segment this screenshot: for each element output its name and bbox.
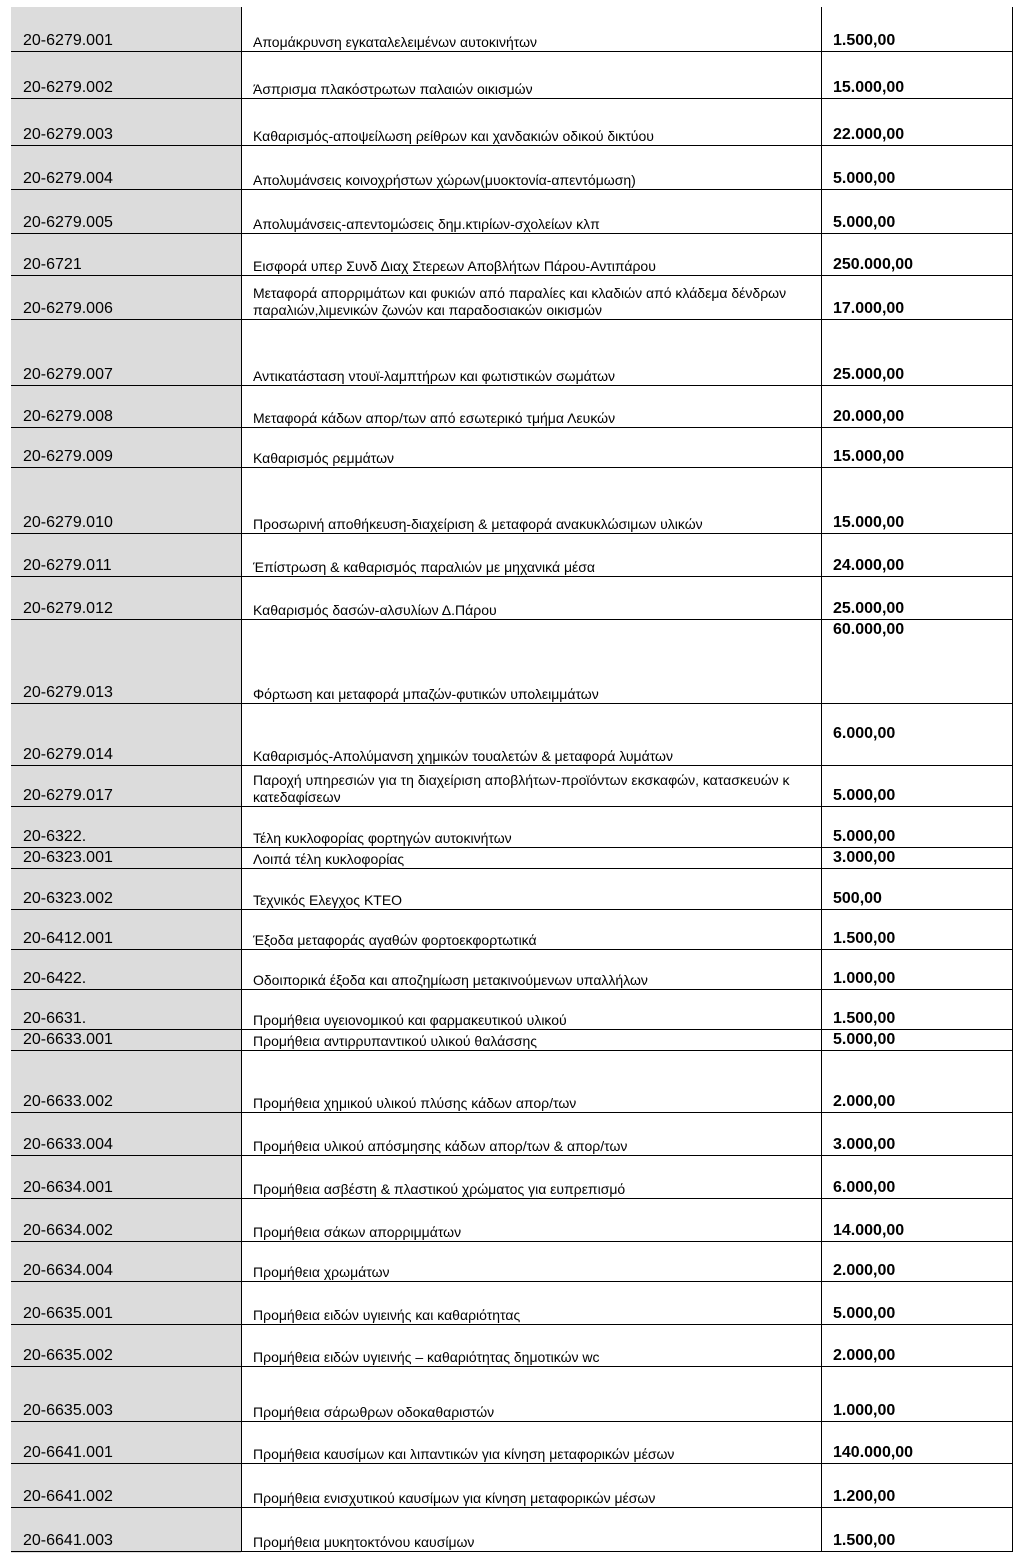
account-code: 20-6279.011 bbox=[23, 557, 112, 574]
table-row bbox=[11, 1199, 1013, 1242]
account-amount: 3.000,00 bbox=[822, 848, 1013, 868]
account-code: 20-6323.001 bbox=[23, 849, 113, 866]
account-description: Καθαρισμός ρεμμάτων bbox=[241, 428, 822, 467]
account-code: 20-6641.003 bbox=[23, 1532, 113, 1549]
account-description: Έπίστρωση & καθαρισμός παραλιών με μηχανικά μέσα bbox=[241, 534, 822, 576]
account-description: Προμήθεια χημικού υλικού πλύσης κάδων απορ/των bbox=[241, 1051, 822, 1112]
table-row bbox=[11, 1282, 1013, 1325]
account-amount: 2.000,00 bbox=[822, 1051, 1013, 1112]
account-description: Εισφορά υπερ Συνδ Διαχ Στερεων Αποβλήτων Πάρου-Αντιπάρου bbox=[241, 234, 822, 275]
account-description: Τεχνικός Ελεγχος ΚΤΕΟ bbox=[241, 869, 822, 909]
account-description: Προμήθεια υλικού απόσμησης κάδων απορ/των & απορ/των bbox=[241, 1113, 822, 1155]
account-description: Προμήθεια ειδών υγιεινής και καθαριότητας bbox=[241, 1282, 822, 1324]
account-description: Παροχή υπηρεσιών για τη διαχείριση αποβλήτων-προϊόντων εκσκαφών, κατασκευών κ κατεδαφίσεων bbox=[241, 766, 822, 806]
account-code: 20-6412.001 bbox=[23, 930, 113, 947]
account-code: 20-6279.001 bbox=[23, 32, 113, 49]
table-row bbox=[11, 52, 1013, 99]
account-amount: 15.000,00 bbox=[822, 52, 1013, 98]
account-description: Καθαρισμός-Απολύμανση χημικών τουαλετών & μεταφορά λυμάτων bbox=[241, 704, 822, 765]
table-row bbox=[11, 1113, 1013, 1156]
table-row bbox=[11, 1325, 1013, 1367]
table-row bbox=[11, 910, 1013, 950]
table-row bbox=[11, 428, 1013, 468]
account-code: 20-6634.002 bbox=[23, 1222, 113, 1239]
table-row bbox=[11, 1156, 1013, 1199]
account-description: Απολυμάνσεις κοινοχρήστων χώρων(μυοκτονία-απεντόμωση) bbox=[241, 146, 822, 189]
account-amount: 1.000,00 bbox=[822, 950, 1013, 989]
account-description: Προμήθεια μυκητοκτόνου καυσίμων bbox=[241, 1508, 822, 1551]
account-code: 20-6279.013 bbox=[23, 684, 113, 701]
table-row bbox=[11, 990, 1013, 1030]
table-row bbox=[11, 704, 1013, 766]
account-description: Προσωρινή αποθήκευση-διαχείριση & μεταφορά ανακυκλώσιμων υλικών bbox=[241, 468, 822, 533]
table-row bbox=[11, 1030, 1013, 1051]
table-row bbox=[11, 320, 1013, 386]
account-description: Προμήθεια καυσίμων και λιπαντικών για κίνηση μεταφορικών μέσων bbox=[241, 1422, 822, 1463]
account-code: 20-6634.001 bbox=[23, 1179, 113, 1196]
account-code: 20-6279.006 bbox=[23, 300, 113, 317]
account-amount: 3.000,00 bbox=[822, 1113, 1013, 1155]
account-code: 20-6633.004 bbox=[23, 1136, 113, 1153]
account-description: Προμήθεια ενισχυτικού καυσίμων για κίνηση μεταφορικών μέσων bbox=[241, 1464, 822, 1507]
account-amount: 5.000,00 bbox=[822, 1030, 1013, 1050]
table-row bbox=[11, 1508, 1013, 1552]
account-amount: 14.000,00 bbox=[822, 1199, 1013, 1241]
account-description: Καθαρισμός δασών-αλσυλίων Δ.Πάρου bbox=[241, 577, 822, 619]
table-row bbox=[11, 190, 1013, 234]
account-code: 20-6631. bbox=[23, 1010, 87, 1027]
account-code: 20-6635.003 bbox=[23, 1402, 113, 1419]
account-code: 20-6279.008 bbox=[23, 408, 113, 425]
account-description: Αντικατάσταση ντουϊ-λαμπτήρων και φωτιστικών σωμάτων bbox=[241, 320, 822, 385]
account-amount: 17.000,00 bbox=[822, 276, 1013, 319]
account-code: 20-6635.001 bbox=[23, 1305, 113, 1322]
account-description: Απολυμάνσεις-απεντομώσεις δημ.κτιρίων-σχολείων κλπ bbox=[241, 190, 822, 233]
table-row bbox=[11, 848, 1013, 869]
account-description: Προμήθεια ειδών υγιεινής – καθαριότητας δημοτικών wc bbox=[241, 1325, 822, 1366]
account-amount: 1.500,00 bbox=[822, 990, 1013, 1029]
account-amount: 20.000,00 bbox=[822, 386, 1013, 427]
account-description: Οδοιπορικά έξοδα και αποζημίωση μετακινούμενων υπαλλήλων bbox=[241, 950, 822, 989]
account-code: 20-6279.007 bbox=[23, 366, 113, 383]
account-amount: 5.000,00 bbox=[822, 190, 1013, 233]
table-row bbox=[11, 146, 1013, 190]
table-row bbox=[11, 386, 1013, 428]
account-amount: 5.000,00 bbox=[822, 1282, 1013, 1324]
account-description: Μεταφορά κάδων απορ/των από εσωτερικό τμήμα Λευκών bbox=[241, 386, 822, 427]
table-row bbox=[11, 7, 1013, 52]
account-amount: 25.000,00 bbox=[822, 320, 1013, 385]
account-code: 20-6635.002 bbox=[23, 1347, 113, 1364]
account-description: Λοιπά τέλη κυκλοφορίας bbox=[241, 848, 822, 868]
account-code: 20-6322. bbox=[23, 828, 87, 845]
account-description: Μεταφορά απορριμάτων και φυκιών από παραλίες και κλαδιών από κλάδεμα δένδρων παραλιών,λιμενικών ζωνών και παραδοσιακών οικισμών bbox=[241, 276, 822, 319]
account-code: 20-6279.009 bbox=[23, 448, 113, 465]
account-description: Προμήθεια ασβέστη & πλαστικού χρώματος για ευπρεπισμό bbox=[241, 1156, 822, 1198]
account-description: Τέλη κυκλοφορίας φορτηγών αυτοκινήτων bbox=[241, 807, 822, 847]
account-amount: 5.000,00 bbox=[822, 766, 1013, 806]
account-description: Άσπρισμα πλακόστρωτων παλαιών οικισμών bbox=[241, 52, 822, 98]
account-code: 20-6279.004 bbox=[23, 170, 113, 187]
account-amount: 24.000,00 bbox=[822, 534, 1013, 576]
table-row bbox=[11, 234, 1013, 276]
account-amount: 6.000,00 bbox=[822, 704, 1013, 765]
account-amount: 1.500,00 bbox=[822, 1508, 1013, 1551]
account-description: Απομάκρυνση εγκαταλελειμένων αυτοκινήτων bbox=[241, 7, 822, 51]
account-amount: 5.000,00 bbox=[822, 146, 1013, 189]
budget-table bbox=[11, 7, 1013, 1552]
account-code: 20-6323.002 bbox=[23, 890, 113, 907]
table-row bbox=[11, 1367, 1013, 1422]
table-row bbox=[11, 1464, 1013, 1508]
table-row bbox=[11, 620, 1013, 704]
account-description: Έξοδα μεταφοράς αγαθών φορτοεκφορτωτικά bbox=[241, 910, 822, 949]
account-description: Προμήθεια αντιρρυπαντικού υλικού θαλάσσης bbox=[241, 1030, 822, 1050]
account-code: 20-6641.001 bbox=[23, 1444, 113, 1461]
account-amount: 1.500,00 bbox=[822, 910, 1013, 949]
account-code: 20-6634.004 bbox=[23, 1262, 113, 1279]
account-description: Φόρτωση και μεταφορά μπαζών-φυτικών υπολειμμάτων bbox=[241, 620, 822, 703]
account-amount: 1.200,00 bbox=[822, 1464, 1013, 1507]
account-description: Προμήθεια σάρωθρων οδοκαθαριστών bbox=[241, 1367, 822, 1421]
account-code: 20-6641.002 bbox=[23, 1488, 113, 1505]
account-amount: 15.000,00 bbox=[822, 468, 1013, 533]
table-row bbox=[11, 468, 1013, 534]
account-code: 20-6633.002 bbox=[23, 1093, 113, 1110]
account-amount: 1.500,00 bbox=[822, 7, 1013, 51]
account-amount: 500,00 bbox=[822, 869, 1013, 909]
table-row bbox=[11, 99, 1013, 146]
account-amount: 250.000,00 bbox=[822, 234, 1013, 275]
account-amount: 25.000,00 bbox=[822, 577, 1013, 619]
account-amount: 15.000,00 bbox=[822, 428, 1013, 467]
table-row bbox=[11, 534, 1013, 577]
account-code: 20-6279.014 bbox=[23, 746, 113, 763]
account-description: Προμήθεια σάκων απορριμμάτων bbox=[241, 1199, 822, 1241]
account-code: 20-6279.017 bbox=[23, 787, 113, 804]
account-amount: 1.000,00 bbox=[822, 1367, 1013, 1421]
table-row bbox=[11, 276, 1013, 320]
account-amount: 2.000,00 bbox=[822, 1242, 1013, 1281]
account-amount: 6.000,00 bbox=[822, 1156, 1013, 1198]
account-code: 20-6279.002 bbox=[23, 79, 113, 96]
table-row bbox=[11, 950, 1013, 990]
account-code: 20-6422. bbox=[23, 970, 87, 987]
account-code: 20-6279.005 bbox=[23, 214, 113, 231]
account-amount: 140.000,00 bbox=[822, 1422, 1013, 1463]
account-code: 20-6279.003 bbox=[23, 126, 113, 143]
table-row bbox=[11, 577, 1013, 620]
account-amount: 5.000,00 bbox=[822, 807, 1013, 847]
table-row bbox=[11, 1242, 1013, 1282]
account-amount: 60.000,00 bbox=[822, 620, 1013, 703]
table-row bbox=[11, 807, 1013, 848]
table-row bbox=[11, 1051, 1013, 1113]
account-code: 20-6721 bbox=[23, 256, 82, 273]
account-code: 20-6279.010 bbox=[23, 514, 113, 531]
account-code: 20-6279.012 bbox=[23, 600, 113, 617]
account-code: 20-6633.001 bbox=[23, 1031, 113, 1048]
table-row bbox=[11, 869, 1013, 910]
account-amount: 22.000,00 bbox=[822, 99, 1013, 145]
account-description: Προμήθεια υγειονομικού και φαρμακευτικού υλικού bbox=[241, 990, 822, 1029]
table-row bbox=[11, 1422, 1013, 1464]
account-description: Προμήθεια χρωμάτων bbox=[241, 1242, 822, 1281]
account-amount: 2.000,00 bbox=[822, 1325, 1013, 1366]
account-description: Καθαρισμός-αποψείλωση ρείθρων και χανδακιών οδικού δικτύου bbox=[241, 99, 822, 145]
table-row bbox=[11, 766, 1013, 807]
